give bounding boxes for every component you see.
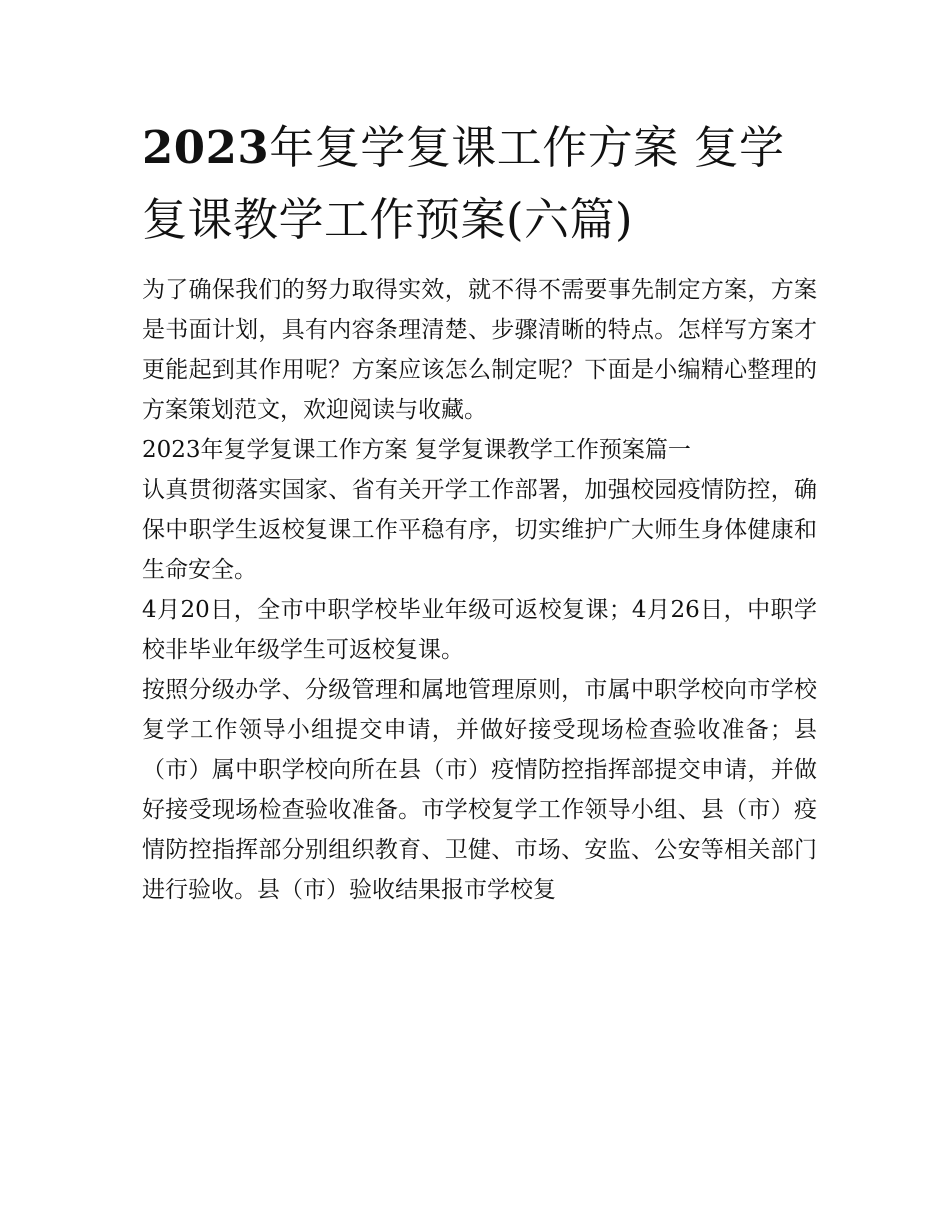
body-paragraph: 4月20日，全市中职学校毕业年级可返校复课；4月26日，中职学校非毕业年级学生可返校复课。 bbox=[142, 597, 817, 663]
title-year: 2023 bbox=[142, 121, 270, 174]
title-text: 年复学复课工作方案 复学复课教学工作预案(六篇) bbox=[142, 121, 785, 246]
body-paragraph: 认真贯彻落实国家、省有关开学工作部署，加强校园疫情防控，确保中职学生返校复课工作平稳有序，切实维护广大师生身体健康和生命安全。 bbox=[142, 477, 817, 583]
section-heading: 2023年复学复课工作方案 复学复课教学工作预案篇一 bbox=[142, 437, 691, 463]
document-page bbox=[142, 112, 817, 910]
document-title bbox=[142, 112, 817, 256]
body-paragraph: 按照分级办学、分级管理和属地管理原则，市属中职学校向市学校复学工作领导小组提交申请，并做好接受现场检查验收准备；县（市）属中职学校向所在县（市）疫情防控指挥部提交申请，并做好接受现场检查验收准备。市学校复学工作领导小组、县（市）疫情防控指挥部分别组织教育、卫健、市场、安监、公安等相关部门进行验收。县（市）验收结果报市学校复 bbox=[142, 677, 817, 903]
intro-paragraph: 为了确保我们的努力取得实效，就不得不需要事先制定方案，方案是书面计划，具有内容条理清楚、步骤清晰的特点。怎样写方案才更能起到其作用呢？方案应该怎么制定呢？下面是小编精心整理的方案策划范文，欢迎阅读与收藏。 bbox=[142, 277, 817, 423]
